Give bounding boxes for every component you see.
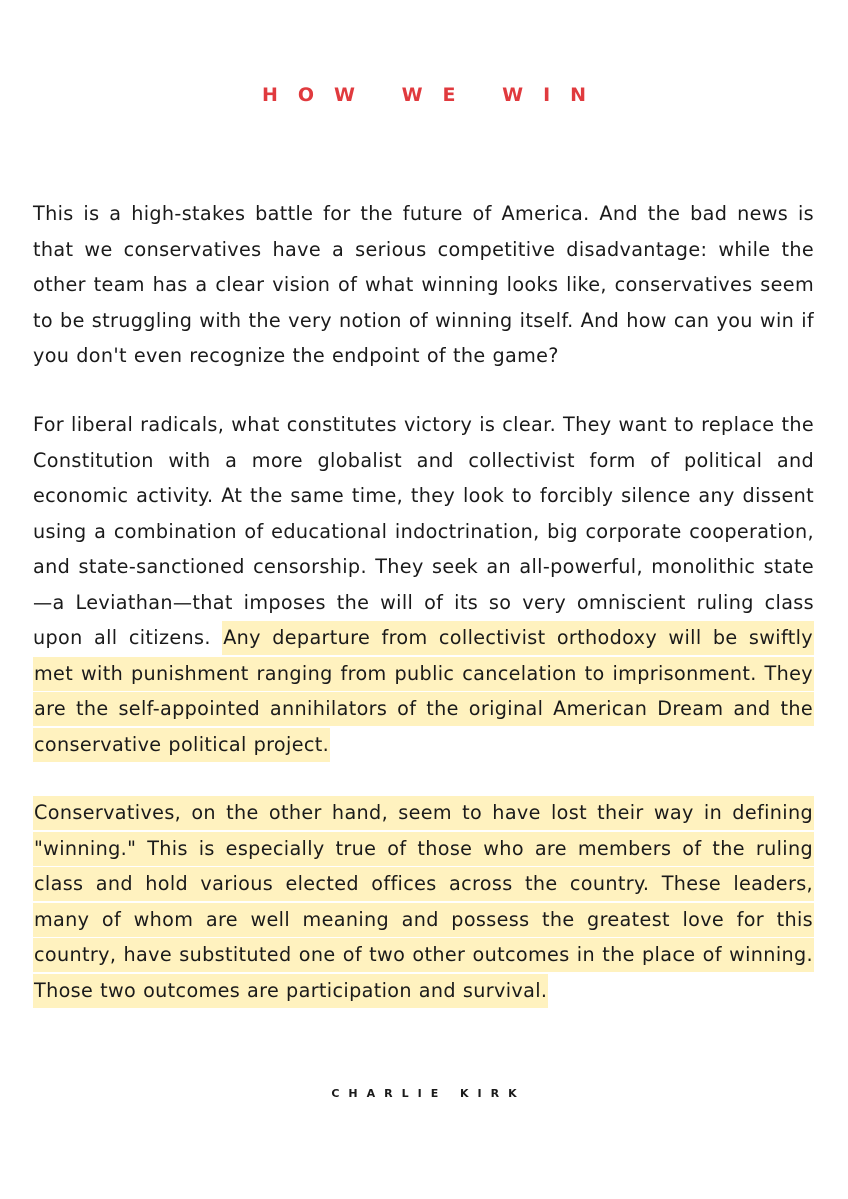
paragraph-3-highlighted-text: Conservatives, on the other hand, seem to have lost their way in defining "winning." This is especially true of those who are members of the ruling class and hold various elected offices across the country. These leaders, many of whom are well meaning and possess the greatest love for this country, have substituted one of two other outcomes in the place of winning. Those two outcomes are participation and survival.	[33, 796, 814, 1008]
paragraph-2	[33, 407, 814, 762]
paragraph-1-text: This is a high-stakes battle for the future of America. And the bad news is that we conservatives have a serious competitive disadvantage: while the other team has a clear vision of what winning looks like, conservatives seem to be struggling with the very notion of winning itself. And how can you win if you don't even recognize the endpoint of the game?	[33, 202, 814, 367]
paragraph-3	[33, 795, 814, 1008]
paragraph-1	[33, 196, 814, 374]
chapter-title: HOW WE WIN	[261, 84, 607, 106]
paragraph-2-highlighted-text: Any departure from collectivist orthodoxy will be swiftly met with punishment ranging from public cancelation to imprisonment. They are the self-appointed annihilators of the original American Dream and the conservative political project.	[33, 621, 814, 762]
paragraph-2-text: For liberal radicals, what constitutes victory is clear. They want to replace the Constitution with a more globalist and collectivist form of political and economic activity. At the same time, they look to forcibly silence any dissent using a combination of educational indoctrination, big corporate cooperation, and state-sanctioned censorship. They seek an all-powerful, monolithic state—a Leviathan—that imposes the will of its so very omniscient ruling class upon all citizens.	[33, 413, 814, 649]
author-footer: CHARLIE KIRK	[331, 1087, 526, 1100]
